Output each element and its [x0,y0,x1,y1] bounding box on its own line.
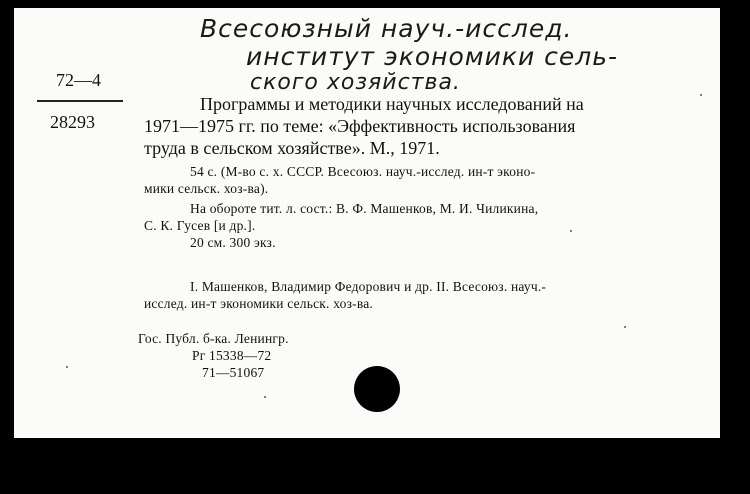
title-line-1: Программы и методики научных исследований на [200,94,584,114]
speck [66,366,68,368]
classification-number: 72—4 [56,70,101,90]
library-code: Рг 15338—72 [192,348,272,363]
registration-number: 28293 [50,112,95,132]
classification-divider [37,100,123,102]
speck [624,326,626,328]
speck [700,94,702,96]
handwritten-line-2: институт экономики сель- [246,42,619,71]
library-name: Гос. Публ. б-ка. Ленингр. [138,331,289,346]
description-line-3: На обороте тит. л. сост.: В. Ф. Машенков, М. И. Чиликина, [190,201,539,216]
library-number: 71—51067 [202,365,265,380]
catalog-card [14,8,720,438]
handwritten-line-1: Всесоюзный науч.-исслед. [200,14,573,43]
title-line-2: 1971—1975 гг. по теме: «Эффективность использования [144,116,576,136]
description-line-4: С. К. Гусев [и др.]. [144,218,256,233]
title-line-3: труда в сельском хозяйстве». М., 1971. [144,138,440,158]
ink-stamp-blot [354,366,400,412]
handwritten-line-3: ского хозяйства. [250,70,461,95]
description-line-5: 20 см. 300 экз. [190,235,276,250]
entries-line-1: I. Машенков, Владимир Федорович и др. II. Всесоюз. науч.- [190,279,547,294]
speck [264,396,266,398]
description-line-1: 54 с. (М-во с. х. СССР. Всесоюз. науч.-исслед. ин-т эконо- [190,164,536,179]
speck [570,230,572,232]
entries-line-2: исслед. ин-т экономики сельск. хоз-ва. [144,296,373,311]
description-line-2: мики сельск. хоз-ва). [144,181,269,196]
